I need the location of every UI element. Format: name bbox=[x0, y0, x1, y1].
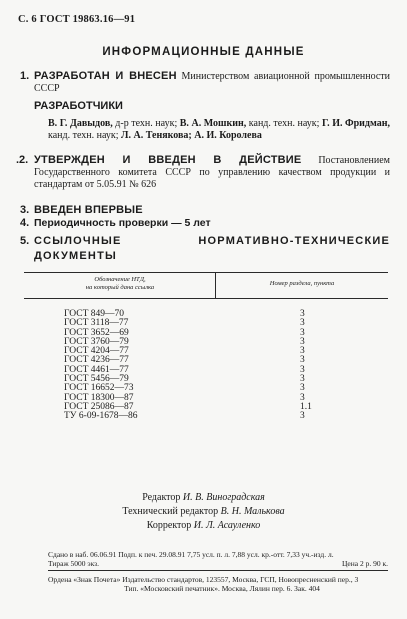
table-row bbox=[0, 375, 407, 384]
table-row bbox=[0, 403, 407, 412]
ref-cell: 3 bbox=[300, 392, 305, 403]
ref-cell: 3 bbox=[300, 355, 305, 366]
section-text: Периодичность проверки — 5 лет bbox=[34, 217, 211, 229]
ref-cell: 3 bbox=[300, 346, 305, 357]
footer-rule bbox=[48, 570, 388, 571]
table-header-section: Номер раздела, пункта bbox=[269, 280, 335, 287]
section-number: 5. bbox=[20, 235, 30, 247]
developer-name: Г. И. Фридман, bbox=[321, 118, 390, 129]
doc-cell: ТУ 6-09-1678—86 bbox=[64, 411, 138, 422]
ref-cell: 3 bbox=[300, 411, 305, 422]
table-row bbox=[0, 347, 407, 356]
doc-cell: ГОСТ 3652—69 bbox=[64, 327, 129, 338]
section-4 bbox=[20, 217, 390, 230]
editor-role: Корректор bbox=[146, 520, 194, 531]
table-row bbox=[0, 384, 407, 393]
print-run: Тираж 5000 экз. bbox=[48, 559, 100, 568]
developer-name: В. А. Мошкин, bbox=[179, 118, 247, 129]
publisher-info bbox=[48, 575, 396, 593]
section-heading: РАЗРАБОТАН И ВНЕСЕН bbox=[34, 70, 177, 82]
ref-cell: 3 bbox=[300, 383, 305, 394]
table-row bbox=[0, 310, 407, 319]
section-number: 3. bbox=[20, 204, 30, 216]
printer-line: Тип. «Московский печатник». Москва, Лялин пер. 6. Зак. 404 bbox=[124, 584, 320, 593]
ref-cell: 1.1 bbox=[300, 401, 312, 412]
section-text: Постановлением Государственного комитета СССР по управлению качеством продукции и стандартам от 5.05.91 № 626 bbox=[34, 155, 391, 190]
section-1 bbox=[20, 70, 390, 95]
developer-title: канд. техн. наук; bbox=[48, 130, 122, 141]
developer-name: В. Г. Давыдов, bbox=[48, 118, 113, 129]
table-header-document: Обозначение НТД, на который дана ссылка bbox=[85, 276, 155, 291]
editor-role: Редактор bbox=[142, 492, 183, 503]
corrector-line bbox=[0, 520, 407, 532]
imprint-line: Сдано в наб. 06.06.91 Подп. к печ. 29.08.91 7,75 усл. п. л. 7,88 усл. кр.-отт. 7,33 уч.-изд. л. bbox=[48, 550, 334, 559]
publisher-line: Ордена «Знак Почета» Издательство стандартов, 123557, Москва, ГСП, Новопресненский пер., 3 bbox=[48, 575, 359, 584]
doc-cell: ГОСТ 25086—87 bbox=[64, 401, 134, 412]
table-row bbox=[0, 338, 407, 347]
ref-cell: 3 bbox=[300, 309, 305, 319]
table-row bbox=[0, 329, 407, 338]
table-top-rule bbox=[24, 272, 388, 273]
ref-cell: 3 bbox=[300, 374, 305, 385]
section-number: 4. bbox=[20, 217, 30, 229]
ref-cell: 3 bbox=[300, 336, 305, 347]
section-3 bbox=[20, 204, 390, 217]
doc-cell: ГОСТ 4204—77 bbox=[64, 346, 129, 357]
editor-role: Технический редактор bbox=[122, 506, 221, 517]
section-heading: УТВЕРЖДЕН И ВВЕДЕН В ДЕЙСТВИЕ bbox=[34, 154, 302, 166]
table-row bbox=[0, 394, 407, 403]
section-heading: ВВЕДЕН ВПЕРВЫЕ bbox=[34, 204, 143, 216]
section-number: .2. bbox=[16, 154, 29, 166]
editor-line bbox=[0, 492, 407, 504]
doc-cell: ГОСТ 3760—79 bbox=[64, 336, 129, 347]
developer-name: А. И. Королева bbox=[194, 130, 262, 141]
table-row bbox=[0, 412, 407, 421]
developer-title: д-р техн. наук; bbox=[112, 118, 180, 129]
doc-cell: ГОСТ 849—70 bbox=[64, 309, 124, 319]
doc-cell: ГОСТ 4461—77 bbox=[64, 364, 129, 375]
page-header: С. 6 ГОСТ 19863.16—91 bbox=[18, 14, 136, 25]
table-row bbox=[0, 356, 407, 365]
table-row bbox=[0, 366, 407, 375]
developer-name: Л. А. Тенякова; bbox=[121, 130, 192, 141]
doc-cell: ГОСТ 5456—79 bbox=[64, 374, 129, 385]
editor-name: В. Н. Малькова bbox=[220, 506, 285, 517]
editor-name: И. Л. Асауленко bbox=[193, 520, 261, 531]
section-5 bbox=[20, 234, 390, 264]
table-row bbox=[0, 319, 407, 328]
developer-title: канд. техн. наук; bbox=[246, 118, 322, 129]
ref-cell: 3 bbox=[300, 318, 305, 329]
section-text: Министерством авиационной промышленности СССР bbox=[34, 71, 390, 94]
doc-cell: ГОСТ 16652—73 bbox=[64, 383, 134, 394]
section-heading: ССЫЛОЧНЫЕ НОРМАТИВНО-ТЕХНИЧЕСКИЕ ДОКУМЕНТЫ bbox=[34, 235, 390, 262]
tech-editor-line bbox=[0, 506, 407, 518]
doc-cell: ГОСТ 18300—87 bbox=[64, 392, 134, 403]
doc-cell: ГОСТ 4236—77 bbox=[64, 355, 129, 366]
doc-cell: ГОСТ 3118—77 bbox=[64, 318, 129, 329]
price: Цена 2 р. 90 к. bbox=[342, 559, 388, 568]
table-column-divider bbox=[215, 272, 216, 298]
section-2 bbox=[16, 154, 391, 191]
section-number: 1. bbox=[20, 70, 30, 82]
ref-cell: 3 bbox=[300, 364, 305, 375]
table-header-rule bbox=[24, 298, 388, 299]
imprint bbox=[48, 550, 388, 568]
reference-table bbox=[0, 310, 407, 422]
developers-heading: РАЗРАБОТЧИКИ bbox=[34, 100, 123, 112]
ref-cell: 3 bbox=[300, 327, 305, 338]
page-title: ИНФОРМАЦИОННЫЕ ДАННЫЕ bbox=[102, 46, 305, 58]
developers-list bbox=[48, 118, 390, 142]
editor-name: И. В. Виноградская bbox=[182, 492, 265, 503]
